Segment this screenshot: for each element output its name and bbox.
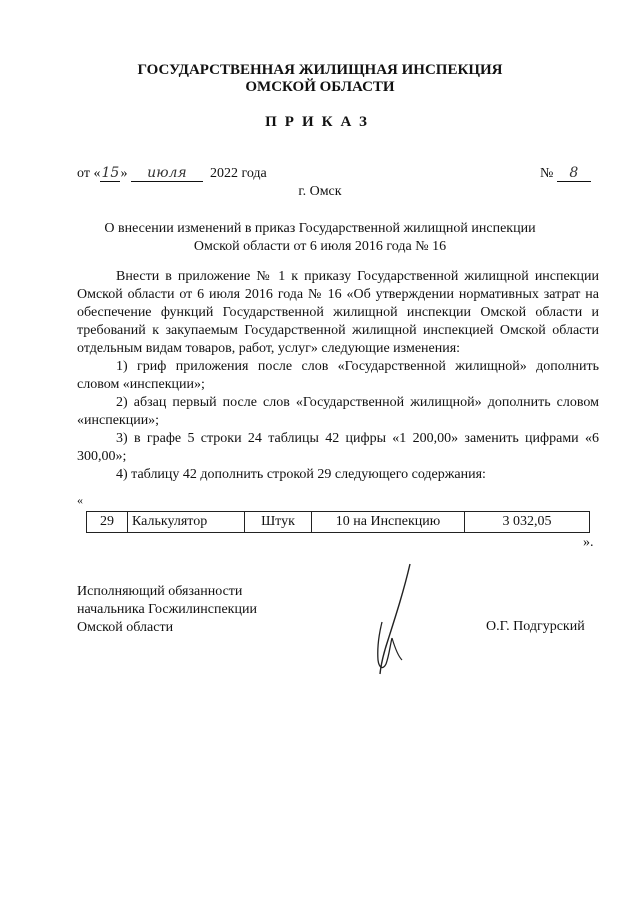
org-name-line1: ГОСУДАРСТВЕННАЯ ЖИЛИЩНАЯ ИНСПЕКЦИЯ: [137, 62, 503, 78]
signatory-title-line2: начальника Госжилинспекции: [77, 602, 257, 617]
handwritten-signature: [362, 560, 422, 685]
date-quote-close: »: [120, 166, 128, 181]
cell-item-name: Калькулятор: [128, 512, 245, 533]
cell-row-number: 29: [87, 512, 128, 533]
body-item-2: 2) абзац первый после слов «Государственной жилищной» дополнить словом «инспекции»;: [77, 395, 599, 428]
cell-unit: Штук: [245, 512, 312, 533]
cell-price: 3 032,05: [465, 512, 590, 533]
org-name-line2: ОМСКОЙ ОБЛАСТИ: [245, 79, 395, 95]
document-type: ПРИКАЗ: [265, 114, 375, 130]
document-number: 8: [557, 166, 591, 182]
date-quote-open: «: [93, 166, 101, 181]
signatory-title-line3: Омской области: [77, 620, 174, 635]
subject-line2: Омской области от 6 июля 2016 года № 16: [193, 239, 447, 254]
signatory-title-line1: Исполняющий обязанности: [77, 584, 243, 599]
document-number-line: [540, 166, 591, 182]
cell-quantity: 10 на Инспекцию: [312, 512, 465, 533]
date-year: 2022 года: [209, 166, 267, 181]
city: г. Омск: [298, 184, 342, 199]
order-body: [77, 268, 599, 484]
body-item-4: 4) таблицу 42 дополнить строкой 29 следующего содержания:: [116, 467, 486, 482]
signatory-name: О.Г. Подгурский: [486, 619, 585, 634]
body-intro: Внести в приложение № 1 к приказу Государственной жилищной инспекции Омской области от 6 июля 2016 года № 16 «Об утверждении нормативных затрат на обеспечение функций Государственной жилищной инспекции Омской области и требований к закупаемым Государственной жилищной инспекцией Омской области отдельным видам товаров, работ, услуг» следующие изменения:: [77, 269, 599, 356]
table-quote-close: ».: [583, 535, 594, 550]
date-month: июля: [131, 166, 203, 182]
subject-line1: О внесении изменений в приказ Государственной жилищной инспекции: [104, 221, 536, 236]
body-item-3: 3) в графе 5 строки 24 таблицы 42 цифры «1 200,00» заменить цифрами «6 300,00»;: [77, 431, 599, 464]
spec-table: [86, 511, 590, 533]
date-line: [77, 166, 267, 182]
subject: [0, 220, 640, 256]
date-prefix: от: [77, 166, 90, 181]
table-quote-open: «: [77, 493, 83, 507]
date-day: 15: [101, 165, 120, 181]
number-label: №: [540, 166, 554, 181]
table-row: [87, 512, 590, 533]
signatory-title: [77, 583, 257, 637]
body-item-1: 1) гриф приложения после слов «Государственной жилищной» дополнить словом «инспекции»;: [77, 359, 599, 392]
